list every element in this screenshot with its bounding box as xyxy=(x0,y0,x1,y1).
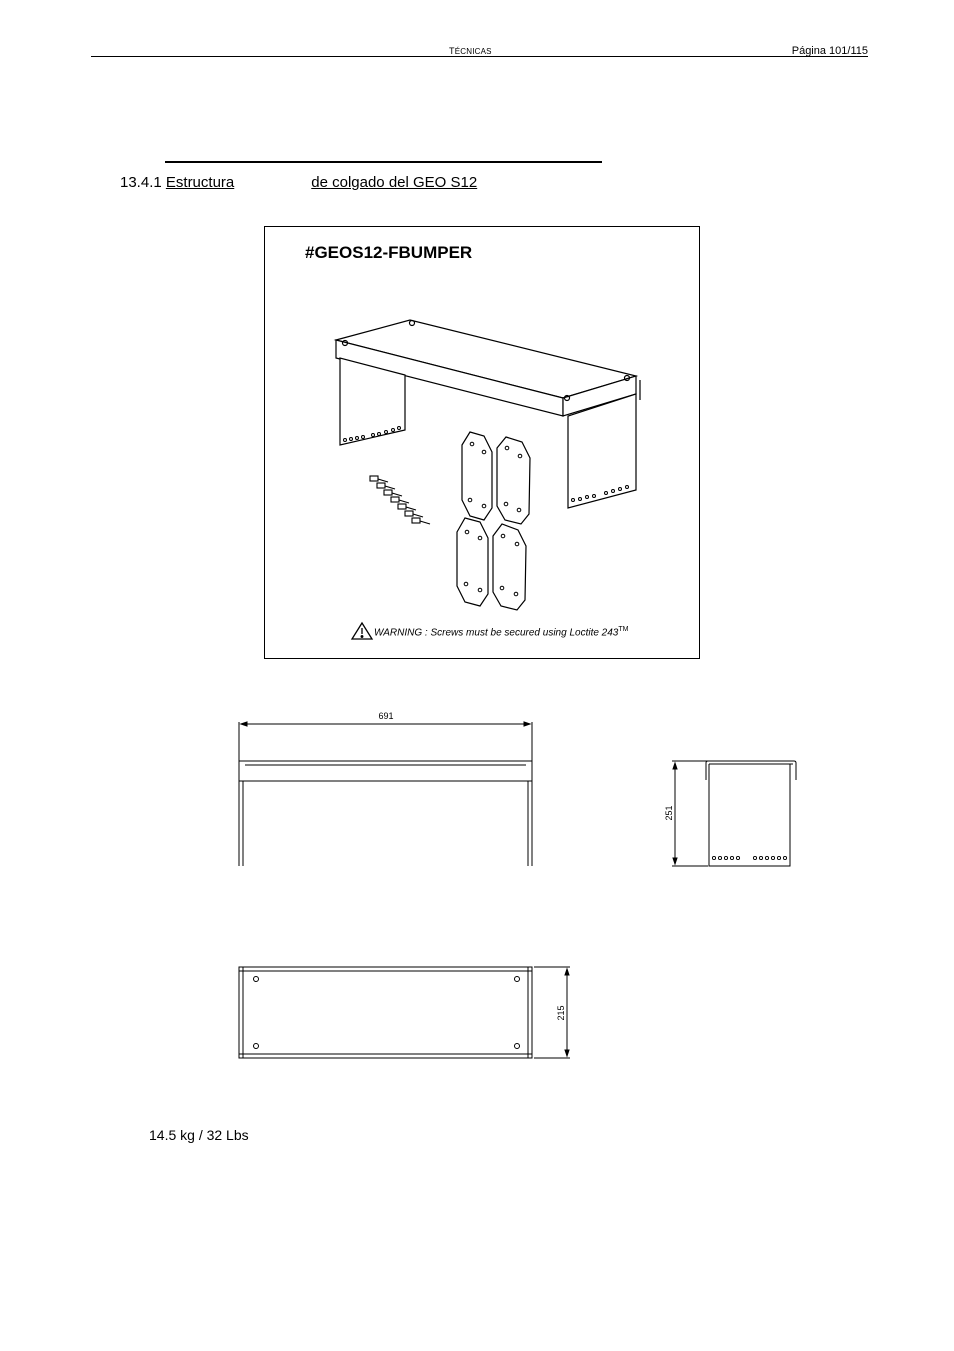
warning-text: : Screws must be secured using Loctite 243 xyxy=(422,627,619,639)
header-section-name: TÉCNICAS xyxy=(449,46,492,56)
product-weight: 14.5 kg / 32 Lbs xyxy=(149,1127,249,1143)
dimension-width-label: 691 xyxy=(378,711,394,721)
trademark-mark: TM xyxy=(618,626,629,633)
warning-note xyxy=(352,626,628,638)
section-number: 13.4.1 xyxy=(120,174,162,191)
warning-label: WARNING xyxy=(374,627,423,639)
side-view-holes xyxy=(712,856,786,859)
header-page-number: Página 101/115 xyxy=(791,45,868,57)
product-code: #GEOS12-FBUMPER xyxy=(305,243,473,262)
side-view-drawing xyxy=(672,761,796,866)
front-view-drawing xyxy=(239,722,532,866)
dimension-depth-label: 215 xyxy=(556,1005,566,1021)
dimension-height-label: 251 xyxy=(664,805,674,821)
screws-illustration xyxy=(370,476,430,524)
top-view-drawing xyxy=(239,967,570,1058)
section-title: Estructura de colgado del GEO S12 xyxy=(165,174,478,191)
